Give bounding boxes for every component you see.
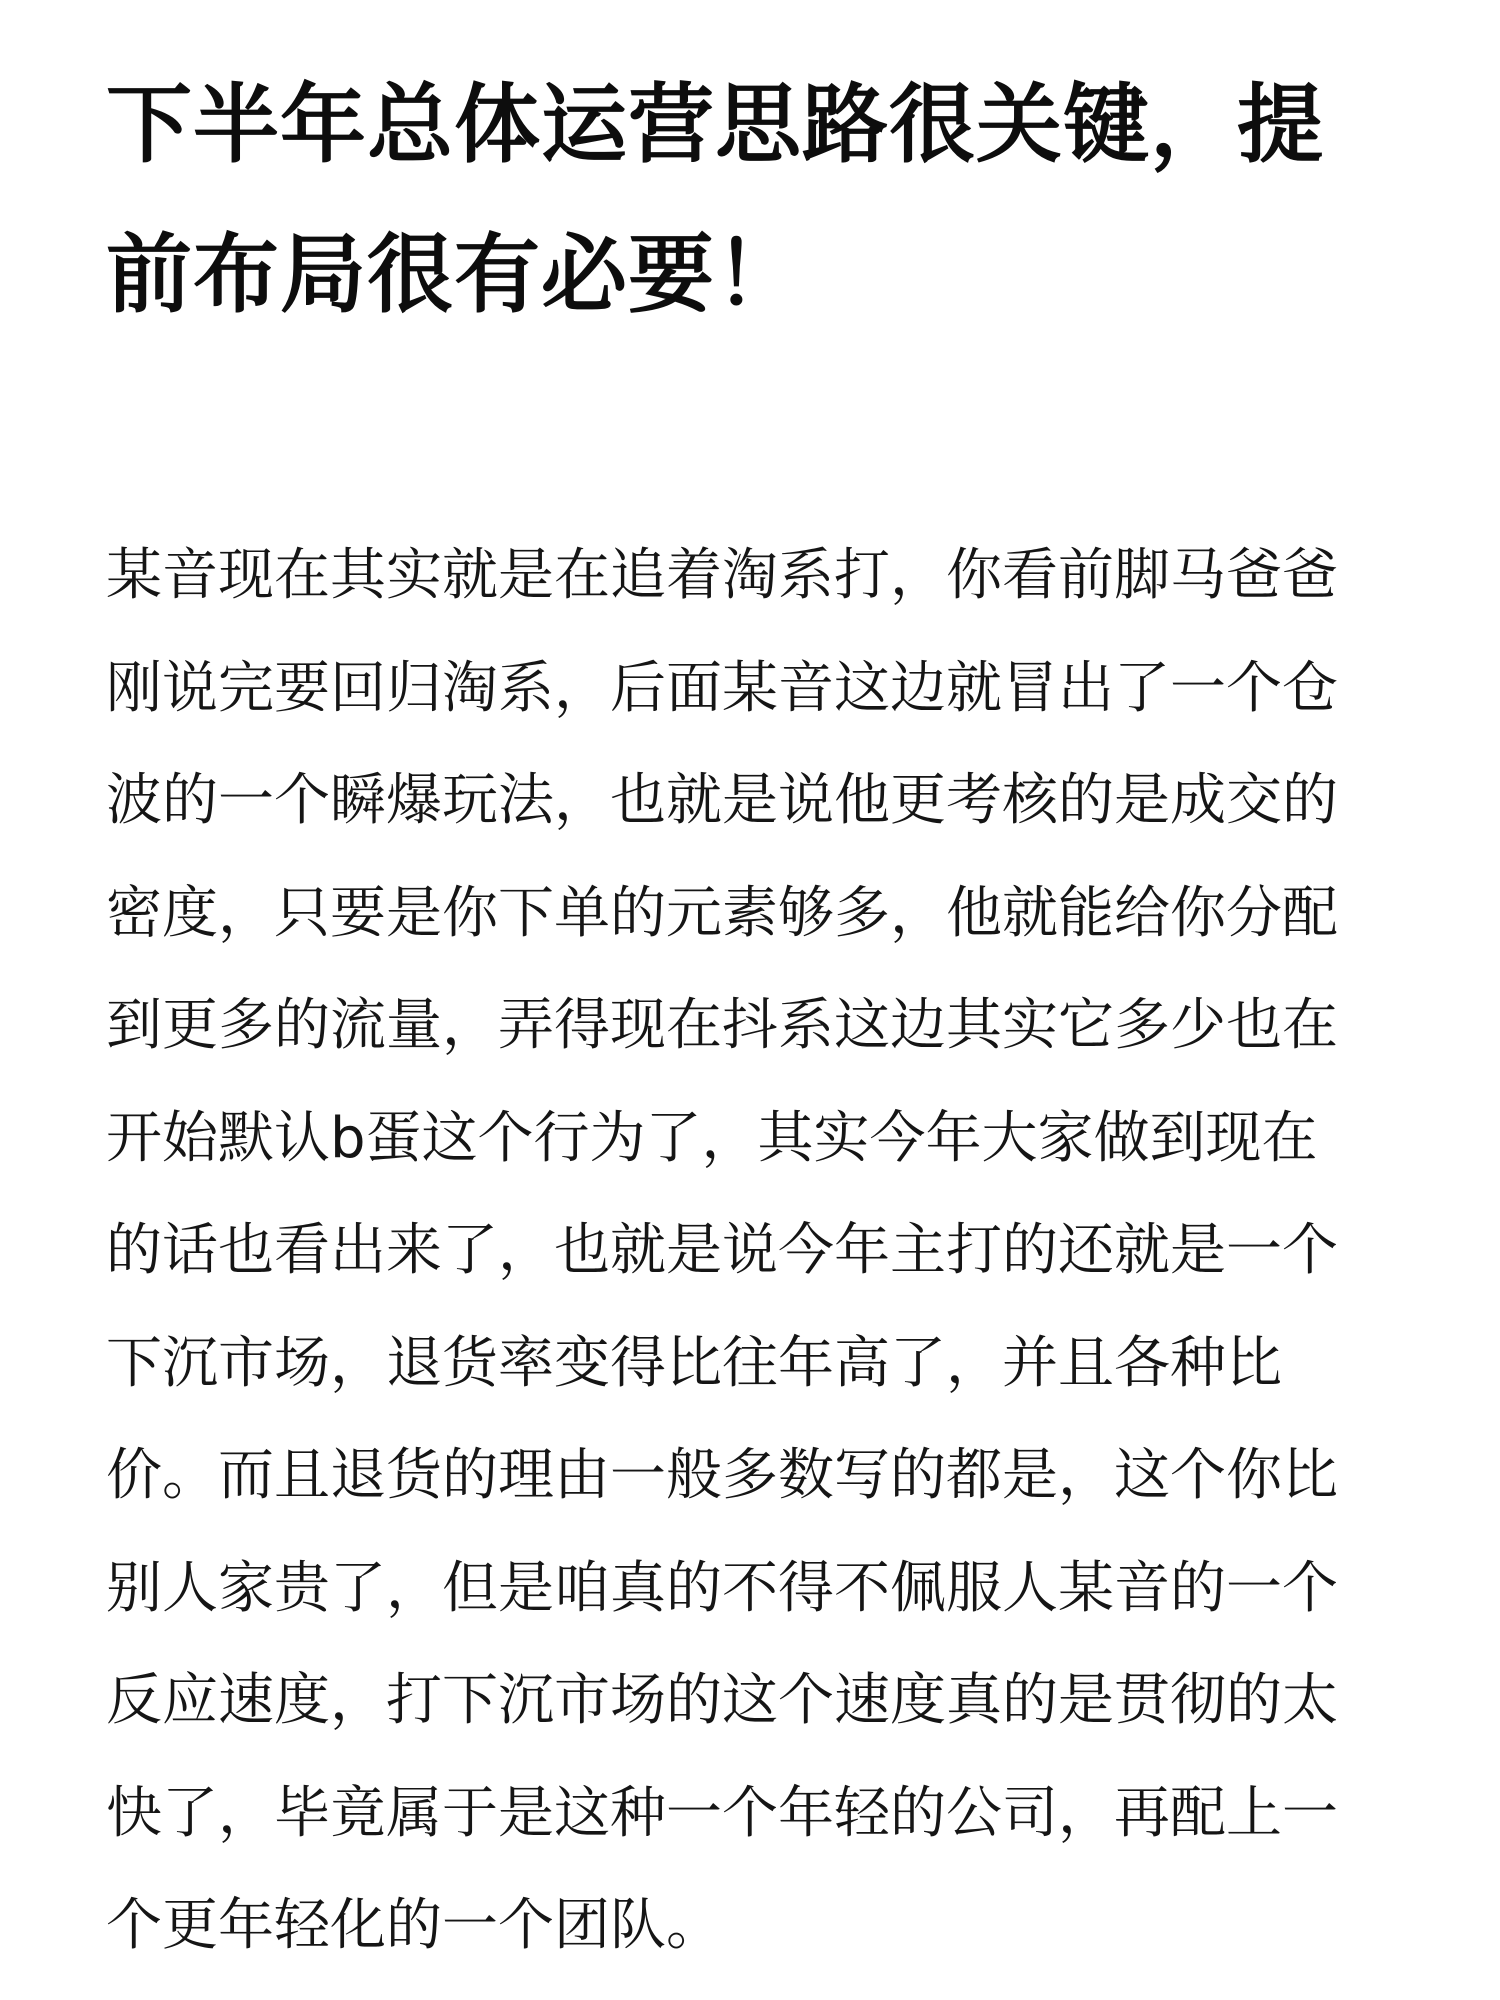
- body-line: 价。而且退货的理由一般多数写的都是，这个你比: [106, 1443, 1338, 1508]
- body-line: 某音现在其实就是在追着淘系打，你看前脚马爸爸: [106, 543, 1338, 608]
- title-line: 前布局很有必要！: [106, 225, 802, 325]
- body-line: 别人家贵了，但是咱真的不得不佩服人某音的一个: [106, 1555, 1338, 1621]
- body-line: 快了，毕竟属于是这种一个年轻的公司，再配上一: [106, 1780, 1338, 1846]
- body-line: 开始默认b蛋这个行为了，其实今年大家做到现在: [106, 1105, 1318, 1171]
- body-line: 密度，只要是你下单的元素够多，他就能给你分配: [106, 880, 1338, 946]
- body-line: 的话也看出来了，也就是说今年主打的还就是一个: [106, 1218, 1338, 1283]
- body-line: 下沉市场，退货率变得比往年高了，并且各种比: [106, 1330, 1282, 1396]
- body-line: 反应速度，打下沉市场的这个速度真的是贯彻的太: [106, 1668, 1338, 1733]
- title-line: 下半年总体运营思路很关键，提: [106, 75, 1324, 175]
- body-line: 个更年轻化的一个团队。: [106, 1893, 722, 1958]
- body-line: 到更多的流量，弄得现在抖系这边其实它多少也在: [106, 993, 1338, 1058]
- body-line: 波的一个瞬爆玩法，也就是说他更考核的是成交的: [106, 768, 1338, 833]
- body-line: 刚说完要回归淘系，后面某音这边就冒出了一个仓: [106, 655, 1338, 721]
- article-title: [106, 50, 1406, 350]
- article-body: [106, 520, 1406, 1983]
